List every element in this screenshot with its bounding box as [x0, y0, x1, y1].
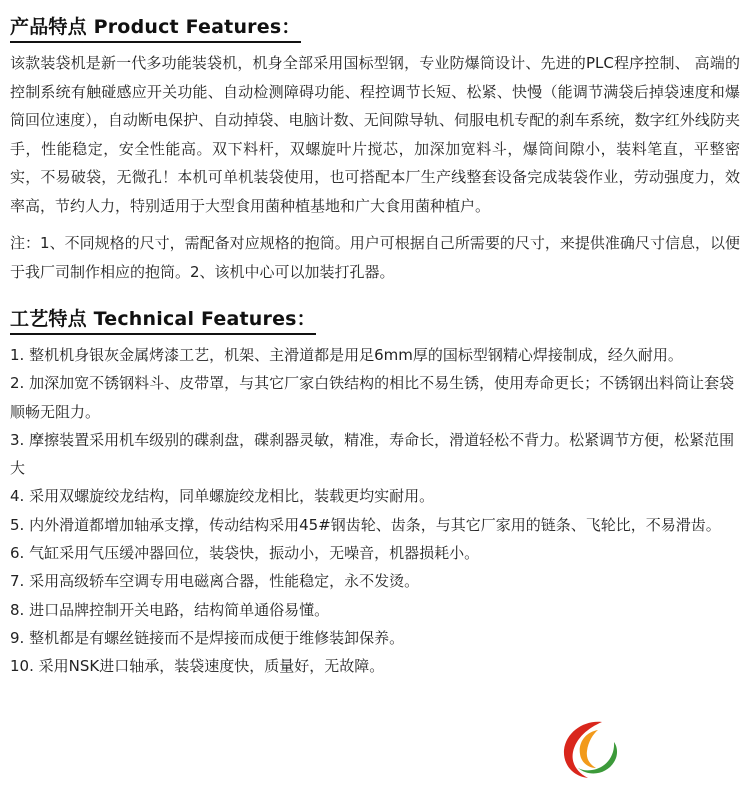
- list-item: 3. 摩擦装置采用机车级别的碟刹盘，碟刹器灵敏，精准，寿命长，滑道轻松不背力。松紧调节方便，松紧范围大: [10, 430, 735, 478]
- list-item: 2. 加深加宽不锈钢料斗、皮带罩，与其它厂家白铁结构的相比不易生锈，使用寿命更长；不锈钢出料筒让套袋顺畅无阻力。: [10, 374, 735, 421]
- company-swirl-logo-icon: [558, 716, 622, 780]
- product-features-section: [10, 8, 740, 286]
- list-item: 6. 气缸采用气压缓冲器回位，装袋快，振动小，无噪音，机器损耗小。: [10, 544, 480, 563]
- technical-features-list: [10, 341, 740, 681]
- list-item: 9. 整机都是有螺丝链接而不是焊接而成便于维修装卸保养。: [10, 628, 405, 647]
- product-features-note: 注：1、不同规格的尺寸，需配备对应规格的抱筒。用户可根据自己所需要的尺寸，来提供准确尺寸信息，以便于我厂司制作相应的抱筒。2、该机中心可以加装打孔器。: [10, 234, 740, 281]
- technical-features-title: 工艺特点 Technical Features：: [10, 306, 316, 335]
- technical-features-section: [10, 286, 740, 681]
- product-features-paragraph: 该款装袋机是新一代多功能装袋机，机身全部采用国标型钢，专业防爆筒设计、先进的PLC程序控制、 高端的控制系统有触碰感应开关功能、自动检测障碍功能、程控调节长短、松紧、快慢（能调节满袋后掉袋速度和爆筒回位速度），自动断电保护、自动掉袋、电脑计数、无间隙导轨、伺服电机专配的刹车系统，数字红外线防夹手，性能稳定，安全性能高。双下料杆，双螺旋叶片搅芯，加深加宽料斗，爆筒间隙小，装料笔直，平整密实，不易破袋，无微孔！本机可单机装袋使用，也可搭配本厂生产线整套设备完成装袋作业，劳动强度力，效率高，节约人力，特别适用于大型食用菌种植基地和广大食用菌种植户。: [10, 54, 740, 215]
- list-item: 4. 采用双螺旋绞龙结构，同单螺旋绞龙相比，装载更均实耐用。: [10, 487, 435, 506]
- logo-orange-swoosh: [580, 730, 598, 768]
- list-item: 7. 采用高级轿车空调专用电磁离合器，性能稳定，永不发烫。: [10, 572, 420, 591]
- list-item: 5. 内外滑道都增加轴承支撑，传动结构采用45#钢齿轮、齿条，与其它厂家用的链条、飞轮比，不易滑齿。: [10, 515, 721, 534]
- list-item: 10. 采用NSK进口轴承，装袋速度快，质量好，无故障。: [10, 657, 385, 676]
- product-features-title: 产品特点 Product Features：: [10, 14, 301, 43]
- list-item: 8. 进口品牌控制开关电路，结构简单通俗易懂。: [10, 600, 330, 619]
- list-item: 1. 整机机身银灰金属烤漆工艺，机架、主滑道都是用足6mm厚的国标型钢精心焊接制成，经久耐用。: [10, 346, 683, 364]
